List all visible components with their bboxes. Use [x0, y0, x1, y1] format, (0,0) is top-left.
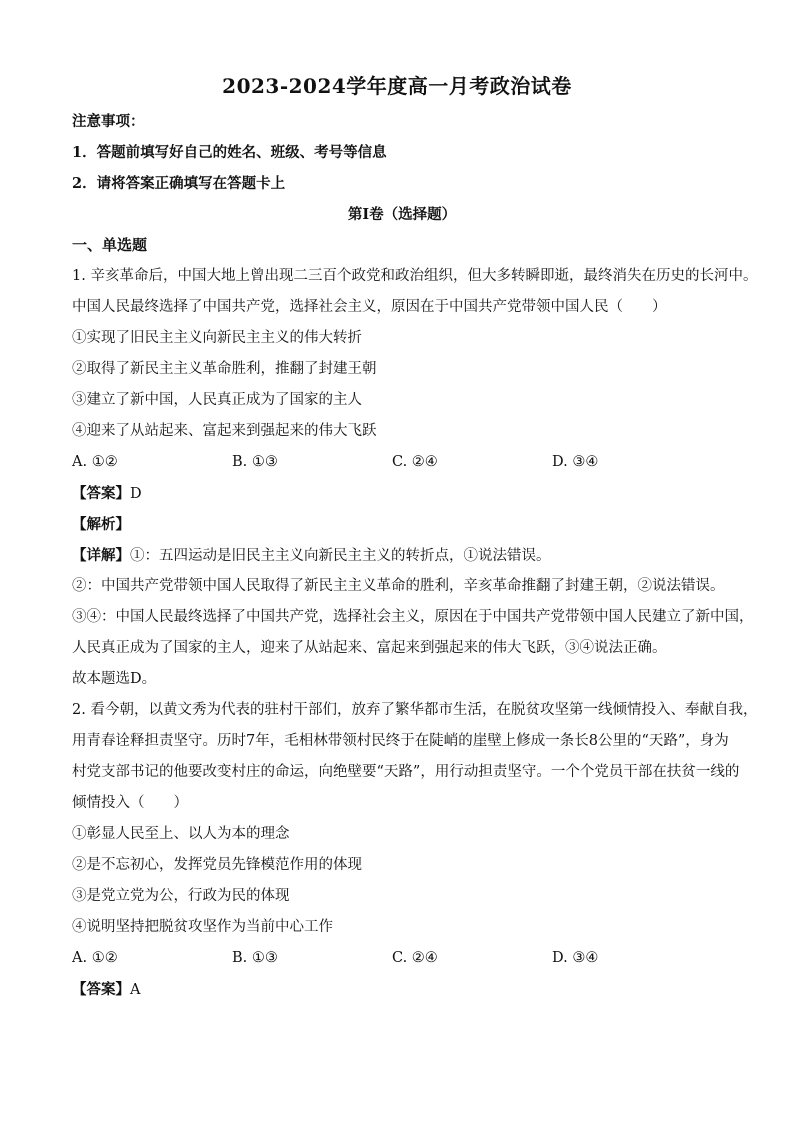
page-title: 2023-2024学年度高一月考政治试卷 — [222, 74, 572, 98]
statement: ④说明坚持把脱贫攻坚作为当前中心工作 — [72, 919, 333, 935]
option-d: D. ③④ — [552, 950, 599, 966]
option-a: A. ①② — [72, 950, 118, 966]
notice-heading: 注意事项： — [72, 113, 145, 130]
option-d: D. ③④ — [552, 454, 599, 470]
section-title: 一、单选题 — [72, 236, 148, 254]
question-stem: 中国人民最终选择了中国共产党，选择社会主义，原因在于中国共产党带领中国人民（ ） — [72, 299, 667, 315]
question-stem: 用青春诠释担责坚守。历时7年，毛相林带领村民终于在陡峭的崖壁上修成一条长8公里的“天路”，身为 — [72, 733, 729, 749]
volume-title: 第I卷（选择题） — [347, 206, 457, 223]
question-stem: 1. 辛亥革命后，中国大地上曾出现二三百个政党和政治组织，但大多转瞬即逝，最终消失在历史的长河中。 — [72, 268, 758, 284]
detail-text: 人民真正成为了国家的主人，迎来了从站起来、富起来到强起来的伟大飞跃，③④说法正确。 — [72, 640, 667, 656]
question-2 — [72, 695, 758, 1005]
statement: ①彰显人民至上、以人为本的理念 — [72, 826, 290, 842]
answer-options — [72, 447, 732, 478]
question-1 — [72, 261, 758, 695]
statement: ④迎来了从站起来、富起来到强起来的伟大飞跃 — [72, 423, 377, 439]
detail-text: ①：五四运动是旧民主主义向新民主主义的转折点，①说法错误。 — [130, 548, 551, 564]
notice-item: 1．答题前填写好自己的姓名、班级、考号等信息 — [72, 144, 387, 161]
answer-label: 【答案】 — [72, 485, 130, 502]
notice-item: 2．请将答案正确填写在答题卡上 — [72, 175, 286, 192]
detail-text: ③④：中国人民最终选择了中国共产党，选择社会主义，原因在于中国共产党带领中国人民建立了新中国， — [72, 609, 754, 625]
detail-text: ②：中国共产党带领中国人民取得了新民主主义革命的胜利，辛亥革命推翻了封建王朝，②说法错误。 — [72, 578, 725, 594]
statement: ①实现了旧民主主义向新民主主义的伟大转折 — [72, 330, 362, 346]
detail-line — [72, 540, 732, 571]
statement: ②是不忘初心，发挥党员先锋模范作用的体现 — [72, 857, 362, 873]
option-a: A. ①② — [72, 454, 118, 470]
answer-line — [72, 478, 732, 509]
statement: ②取得了新民主主义革命胜利，推翻了封建王朝 — [72, 361, 377, 377]
option-c: C. ②④ — [392, 454, 438, 470]
answer-label: 【答案】 — [72, 981, 130, 998]
option-c: C. ②④ — [392, 950, 438, 966]
detail-label: 【详解】 — [72, 547, 130, 564]
statement: ③是党立党为公，行政为民的体现 — [72, 888, 290, 904]
question-stem: 村党支部书记的他要改变村庄的命运，向绝壁要“天路”，用行动担责坚守。一个个党员干部在扶贫一线的 — [72, 764, 740, 780]
detail-text: 故本题选D。 — [72, 671, 157, 687]
answer-options — [72, 943, 732, 974]
question-stem: 倾情投入（ ） — [72, 795, 188, 811]
analysis-label: 【解析】 — [72, 516, 130, 533]
answer-value: A — [130, 982, 141, 998]
statement: ③建立了新中国，人民真正成为了国家的主人 — [72, 392, 362, 408]
exam-content — [72, 106, 758, 1005]
option-b: B. ①③ — [232, 454, 278, 470]
answer-value: D — [130, 486, 142, 502]
answer-line — [72, 974, 732, 1005]
option-b: B. ①③ — [232, 950, 278, 966]
question-stem: 2. 看今朝，以黄文秀为代表的驻村干部们，放弃了繁华都市生活，在脱贫攻坚第一线倾情投入、奉献自我， — [72, 702, 758, 718]
